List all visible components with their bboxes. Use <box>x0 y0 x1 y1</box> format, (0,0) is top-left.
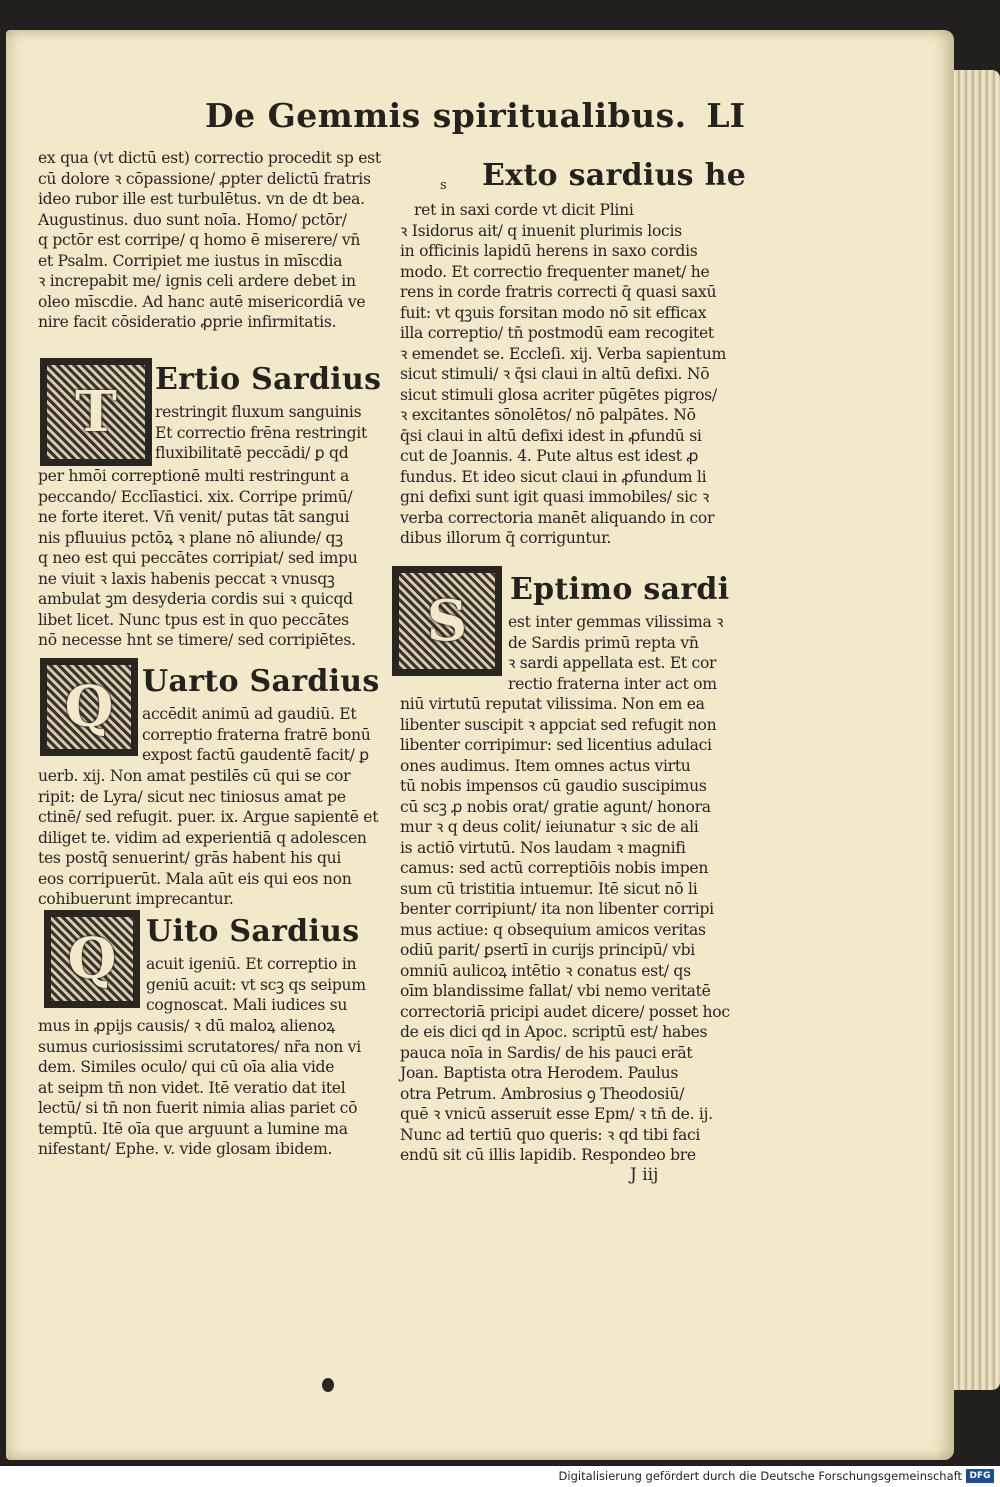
text-line: q neo est qui peccātes corripiat/ sed impu <box>38 549 358 567</box>
text-line: at seipm tn̄ non videt. Itē veratio dat itel <box>38 1078 346 1097</box>
text-line: ꝛ increpabit me/ ignis celi ardere debet in <box>38 272 356 290</box>
text-line: verba correctoria manēt aliquando in cor <box>400 508 715 527</box>
text-line: Nunc ad tertiū quo queris: ꝛ qd tibi faci <box>400 1125 701 1144</box>
section-heading-sexto: Exto sardius he <box>482 158 747 193</box>
text-line: restringit fluxum sanguinis <box>155 403 362 421</box>
text-line: sum cū tristitia intuemur. Itē sicut nō li <box>400 879 698 898</box>
text-line: dibus illorum q̄ corriguntur. <box>400 529 612 547</box>
text-line: ret in saxi corde vt dicit Plini <box>414 201 634 219</box>
text-line: per hmōi correptionē multi restringunt a <box>38 467 349 485</box>
text-line: cū scꝫ ꝓ nobis orat/ gratie agunt/ honora <box>400 797 711 816</box>
text-line: ꝛ excitantes sōnolētos/ nō palpātes. Nō <box>400 406 696 424</box>
tertio-paragraph-indented <box>155 402 367 464</box>
initial-letter: T <box>75 379 117 445</box>
text-line: ꝛ Isidorus ait/ q inuenit plurimis locis <box>400 221 682 240</box>
running-title: De Gemmis spiritualibus. <box>205 96 687 135</box>
text-line: sicut stimuli glosa acriter pūgētes pigros/ <box>400 385 717 404</box>
text-line: dem. Similes oculo/ qui cū oīa alia vide <box>38 1058 335 1076</box>
decorated-initial-q <box>40 658 138 756</box>
text-line: eos corripuerūt. Mala aūt eis qui eos non <box>38 869 352 888</box>
initial-letter: Q <box>64 674 114 740</box>
folio-number: LI <box>706 96 745 135</box>
quarto-paragraph-indented <box>142 704 371 766</box>
text-line: fundus. Et ideo sicut claui in ꝓfundum li <box>400 467 707 486</box>
text-line: cognoscat. Mali iudices su <box>146 996 348 1014</box>
page-edges <box>954 70 1000 1390</box>
decorated-initial-q2 <box>44 910 140 1008</box>
section-heading-quarto: Uarto Sardius <box>142 664 380 699</box>
text-line: camus: sed actū correptiōis nobis impen <box>400 859 709 877</box>
text-line: ꝛ sardi appellata est. Et cor <box>508 654 717 672</box>
text-line: acuit igeniū. Et correptio in <box>146 955 357 973</box>
text-line: niū virtutū reputat vilissima. Non em ea <box>400 695 705 713</box>
text-line: Et correctio frēna restringit <box>155 423 367 442</box>
text-line: expost factū gaudentē facit/ ꝑ <box>142 746 369 764</box>
text-line: sicut stimuli/ ꝛ q̄si claui in altū defixi. Nō <box>400 365 710 383</box>
text-line: de eis dici qd in Apoc. scriptū est/ habes <box>400 1023 708 1041</box>
text-line: libenter corripimur: sed licentius adulaci <box>400 736 712 754</box>
text-line: ex qua (vt dictū est) correctio procedit sp est <box>38 149 381 167</box>
text-line: nis pfluuius pctōꝝ ꝛ plane nō aliunde/ qꝫ <box>38 528 343 547</box>
funding-credit: Digitalisierung gefördert durch die Deutsche Forschungsgemeinschaft <box>558 1469 962 1483</box>
text-line: fuit: vt qꝫuis forsitan modo nō sit efficax <box>400 303 707 322</box>
text-line: odiū parit/ ꝑsertī in curijs principū/ vbi <box>400 941 695 959</box>
text-line: ctinē/ sed refugit. puer. ix. Argue sapientē et <box>38 808 379 826</box>
text-line: uerb. xij. Non amat pestilēs cū qui se cor <box>38 767 351 785</box>
text-line: fluxibilitatē peccādi/ ꝑ qd <box>155 444 349 462</box>
footer-bar <box>0 1466 1000 1487</box>
text-line: cut de Joannis. 4. Pute altus est idest ꝓ <box>400 447 699 465</box>
text-line: mus in ꝓpijs causis/ ꝛ dū maloꝝ alienoꝝ <box>38 1017 335 1035</box>
text-line: libet licet. Nunc tpus est in quo peccātes <box>38 610 349 629</box>
text-line: nō necesse hnt se timere/ sed corripiētes. <box>38 631 356 649</box>
text-line: nifestant/ Ephe. v. vide glosam ibidem. <box>38 1140 333 1158</box>
text-line: libenter suscipit ꝛ appciat sed refugit non <box>400 715 717 734</box>
text-line: tū nobis impensos cū gaudio suscipimus <box>400 777 707 795</box>
text-line: modo. Et correctio frequenter manet/ he <box>400 262 710 281</box>
text-line: otra Petrum. Ambrosius ꝯ Theodosiū/ <box>400 1084 685 1103</box>
text-line: ones audimus. Item omnes actus virtu <box>400 756 691 775</box>
text-line: oīm blandissime fallat/ vbi nemo veritatē <box>400 982 711 1000</box>
text-line: pauca noīa in Sardis/ de his pauci erāt <box>400 1043 693 1062</box>
section-heading-quinto: Uito Sardius <box>146 914 360 949</box>
section-heading-septimo: Eptimo sardi <box>510 572 730 607</box>
septimo-paragraph <box>400 694 730 1166</box>
text-line: endū sit cū illis lapidib. Respondeo bre <box>400 1146 696 1164</box>
text-line: cohibuerunt imprecantur. <box>38 890 234 908</box>
text-line: de Sardis primū repta vn̄ <box>508 633 699 652</box>
text-line: ne forte iteret. Vn̄ venit/ putas tāt sangui <box>38 508 350 526</box>
text-line: correctoriā pricipi audet dicere/ posset hoc <box>400 1002 730 1021</box>
text-line: ripit: de Lyra/ sicut nec tiniosus amat pe <box>38 787 346 806</box>
text-line: peccando/ Ecclīastici. xix. Corripe primū/ <box>38 487 353 506</box>
text-line: omniū aulicoꝝ intētio ꝛ conatus est/ qs <box>400 961 691 980</box>
text-line: mur ꝛ q deus colit/ ieiunatur ꝛ sic de ali <box>400 818 699 836</box>
text-line: accēdit animū ad gaudiū. Et <box>142 705 357 723</box>
text-line: q pctōr est corripe/ q homo ē miserere/ vn̄ <box>38 231 361 249</box>
page-header <box>205 92 745 152</box>
signature-mark: J iij <box>630 1165 659 1185</box>
text-line: mus actiue: q obsequium amicos veritas <box>400 920 706 939</box>
quinto-paragraph-indented <box>146 954 366 1016</box>
text-line: Joan. Baptista otra Herodem. Paulus <box>400 1064 679 1082</box>
text-line: quē ꝛ vnicū asseruit esse Epm/ ꝛ tn̄ de. ij. <box>400 1105 713 1123</box>
text-line: sumus curiosissimi scrutatores/ nr̄a non vi <box>38 1037 361 1056</box>
text-line: Augustinus. duo sunt noīa. Homo/ pctōr/ <box>38 210 347 229</box>
text-line: is actiō virtutū. Nos laudam ꝛ magnifi <box>400 838 686 857</box>
ink-blot <box>322 1378 334 1392</box>
decorated-initial-t <box>40 358 152 466</box>
margin-mark: s <box>440 178 447 193</box>
text-line: nire facit cōsideratio ꝓprie infirmitatis. <box>38 313 337 331</box>
initial-letter: S <box>426 588 468 654</box>
text-line: ne viuit ꝛ laxis habenis peccat ꝛ vnusqꝫ <box>38 569 335 588</box>
text-line: tes postq̄ senuerint/ grās habent his qui <box>38 849 342 867</box>
text-line: q̄si claui in altū defixi idest in ꝓfundū si <box>400 426 702 445</box>
quinto-paragraph <box>38 1016 361 1160</box>
left-intro-paragraph <box>38 148 381 333</box>
text-line: gni defixi sunt igit quasi immobiles/ sic ꝛ <box>400 488 709 506</box>
text-line: cū dolore ꝛ cōpassione/ ꝓpter delictū fratris <box>38 169 371 188</box>
text-line: geniū acuit: vt scꝫ qs seipum <box>146 975 366 994</box>
text-line: diliget te. vidim ad experientiā q adolescen <box>38 828 367 847</box>
section-heading-tertio: Ertio Sardius <box>155 362 382 397</box>
text-line: in officinis lapidū herens in saxo cordis <box>400 242 698 260</box>
text-line: oleo mīscdie. Ad hanc autē misericordiā ve <box>38 292 366 311</box>
text-line: ꝛ emendet se. Eccleſi. xij. Verba sapientum <box>400 344 726 363</box>
text-line: temptū. Itē oīa que arguunt a lumine ma <box>38 1119 348 1138</box>
decorated-initial-s <box>392 566 502 676</box>
tertio-paragraph <box>38 466 358 651</box>
sexto-paragraph <box>400 200 726 549</box>
text-line: est inter gemmas vilissima ꝛ <box>508 613 724 631</box>
text-line: lectū/ si tn̄ non fuerit nimia alias pariet cō <box>38 1099 358 1117</box>
text-line: et Psalm. Corripiet me iustus in mīscdia <box>38 251 343 270</box>
dfg-logo-icon[interactable]: DFG <box>966 1469 994 1483</box>
text-line: benter corripiunt/ ita non libenter corripi <box>400 900 714 918</box>
text-line: rens in corde fratris correcti q̄ quasi saxū <box>400 283 717 301</box>
text-line: illa correptio/ tn̄ postmodū eam recogitet <box>400 324 714 342</box>
text-line: ambulat ꝫm desyderia cordis sui ꝛ quicqd <box>38 590 353 608</box>
text-line: ideo rubor ille est turbulētus. vn de dt bea. <box>38 190 365 208</box>
initial-letter: Q <box>67 926 117 992</box>
quarto-paragraph <box>38 766 378 910</box>
septimo-paragraph-indented <box>508 612 723 694</box>
text-line: rectio fraterna inter act om <box>508 674 717 693</box>
text-line: correptio fraterna fratrē bonū <box>142 725 371 744</box>
